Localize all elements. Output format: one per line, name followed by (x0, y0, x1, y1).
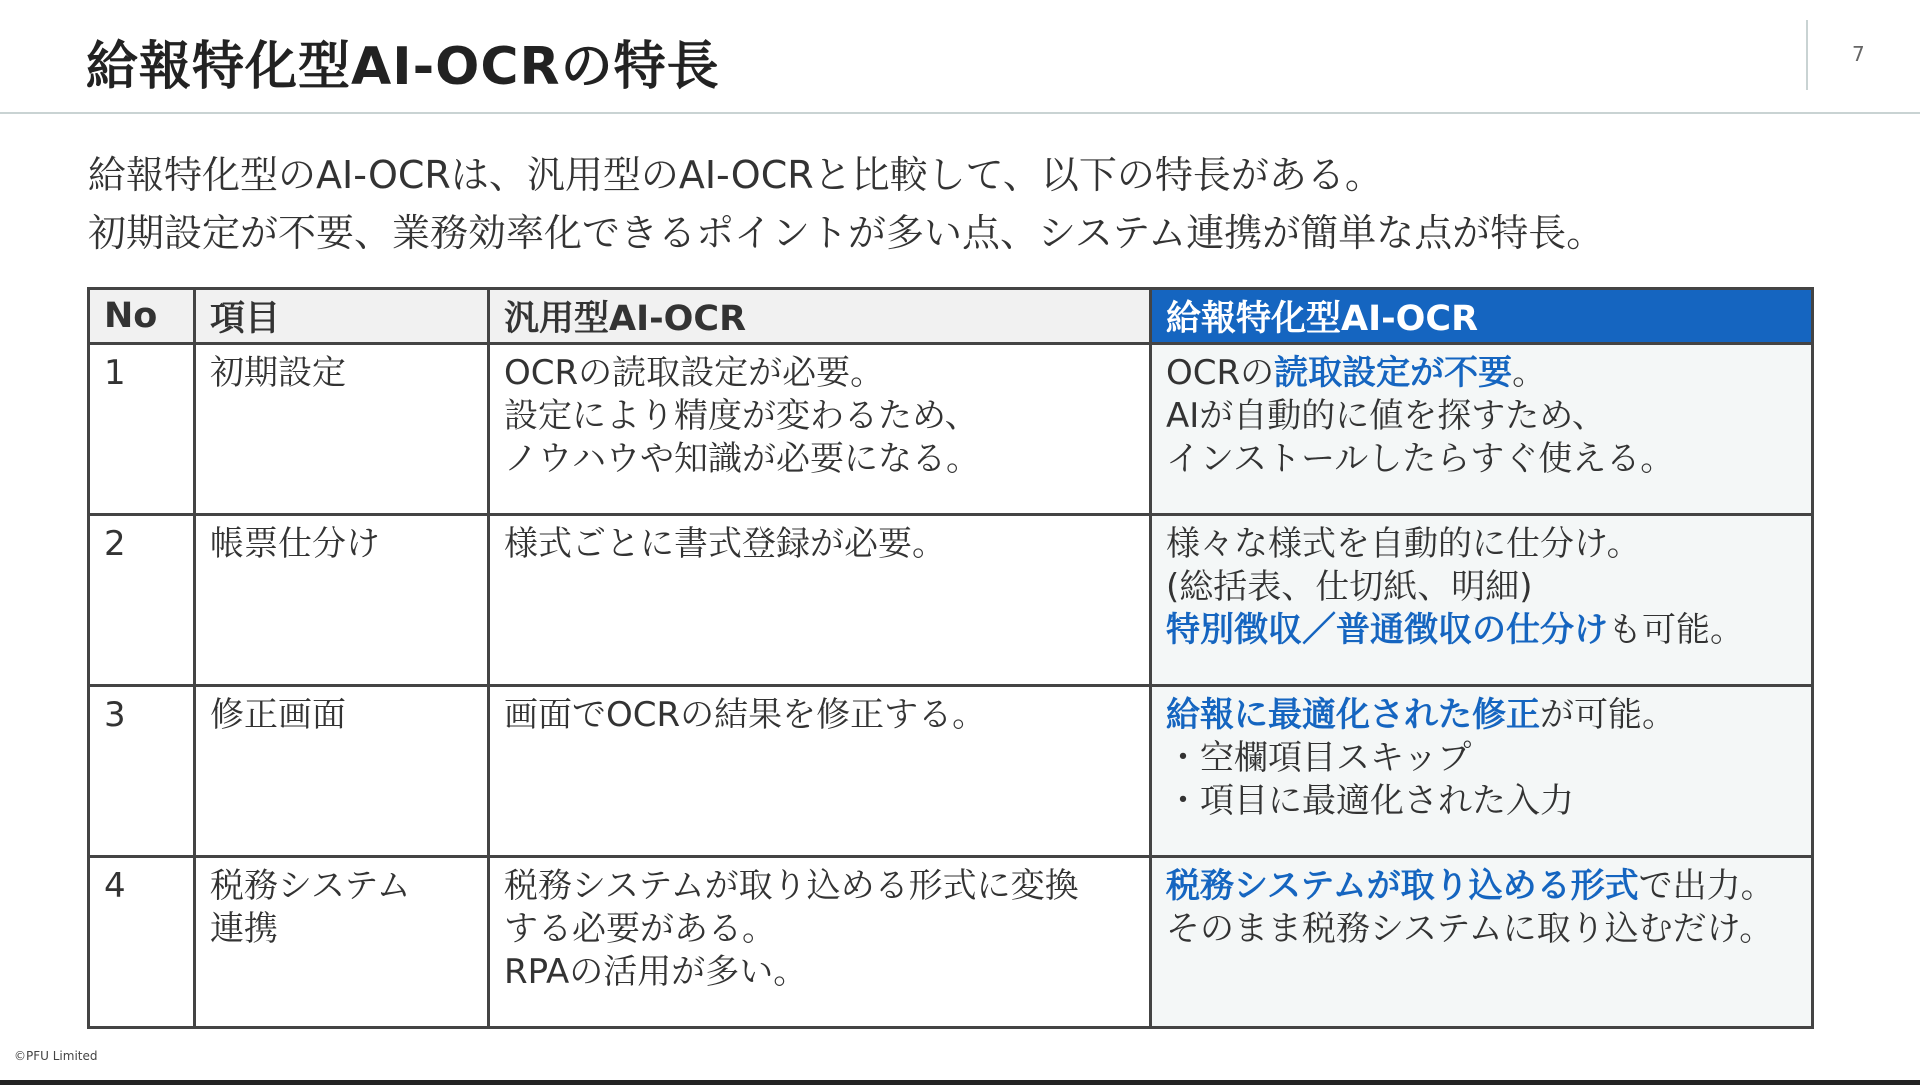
cell-text-line: OCRの読取設定が不要。 (1166, 353, 1547, 393)
emphasis-text: 給報に最適化された修正 (1166, 695, 1540, 735)
table-row (89, 344, 1813, 515)
cell-text-line: 様式ごとに書式登録が必要。 (504, 524, 946, 564)
emphasis-text: 税務システムが取り込める形式 (1166, 866, 1639, 906)
table-header-row (89, 289, 1813, 344)
bottom-border (0, 1080, 1920, 1085)
cell-specialized (1151, 515, 1813, 686)
cell-text-line: 税務システムが取り込める形式で出力。 (1166, 866, 1775, 906)
emphasis-text: 読取設定が不要 (1274, 353, 1513, 393)
cell-no: 1 (89, 344, 195, 515)
cell-text-line: ・空欄項目スキップ (1166, 738, 1472, 778)
cell-specialized (1151, 344, 1813, 515)
cell-no: 3 (89, 686, 195, 857)
cell-text-line: 特別徴収／普通徴収の仕分けも可能。 (1166, 610, 1744, 650)
slide-title: 給報特化型AI-OCRの特長 (86, 37, 720, 97)
title-divider (0, 112, 1920, 114)
table-row (89, 857, 1813, 1028)
lead-line-1: 給報特化型のAI-OCRは、汎用型のAI-OCRと比較して、以下の特長がある。 (88, 153, 1383, 197)
cell-general (489, 515, 1151, 686)
header-no: No (89, 289, 195, 344)
cell-text-line: 税務システム (210, 866, 411, 906)
cell-text-line: する必要がある。 (504, 909, 776, 949)
cell-general (489, 344, 1151, 515)
cell-text-line: 画面でOCRの結果を修正する。 (504, 695, 987, 735)
emphasis-text: 特別徴収／普通徴収の仕分け (1166, 610, 1608, 650)
page-number-divider (1806, 20, 1808, 90)
cell-text-line: AIが自動的に値を探すため、 (1166, 396, 1606, 436)
header-general-ocr: 汎用型AI-OCR (489, 289, 1151, 344)
header-specialized-ocr: 給報特化型AI-OCR (1151, 289, 1813, 344)
table-row (89, 686, 1813, 857)
cell-specialized (1151, 686, 1813, 857)
page-number: 7 (1852, 42, 1865, 66)
cell-no: 4 (89, 857, 195, 1028)
cell-text-line: 初期設定 (210, 353, 346, 393)
cell-item (195, 686, 489, 857)
cell-general (489, 857, 1151, 1028)
comparison-table (87, 287, 1814, 1029)
cell-no: 2 (89, 515, 195, 686)
cell-item (195, 515, 489, 686)
cell-text-line: 修正画面 (210, 695, 346, 735)
cell-text-line: ノウハウや知識が必要になる。 (504, 439, 980, 479)
cell-text-line: 税務システムが取り込める形式に変換 (504, 866, 1079, 906)
cell-text-line: そのまま税務システムに取り込むだけ。 (1166, 909, 1774, 949)
cell-text-line: (総括表、仕切紙、明細) (1166, 567, 1533, 607)
cell-text-line: ・項目に最適化された入力 (1166, 781, 1574, 821)
cell-general (489, 686, 1151, 857)
cell-text-line: 給報に最適化された修正が可能。 (1166, 695, 1676, 735)
cell-text-line: 設定により精度が変わるため、 (504, 396, 979, 436)
cell-text-line: 様々な様式を自動的に仕分け。 (1166, 524, 1641, 564)
cell-specialized (1151, 857, 1813, 1028)
cell-text-line: 帳票仕分け (210, 524, 380, 564)
lead-line-2: 初期設定が不要、業務効率化できるポイントが多い点、システム連携が簡単な点が特長。 (88, 211, 1605, 255)
cell-item (195, 344, 489, 515)
header-item: 項目 (195, 289, 489, 344)
cell-text-line: インストールしたらすぐ使える。 (1166, 439, 1675, 479)
copyright: ©PFU Limited (14, 1049, 98, 1063)
cell-text-line: RPAの活用が多い。 (504, 952, 808, 992)
cell-item (195, 857, 489, 1028)
cell-text-line: 連携 (210, 909, 278, 949)
table-row (89, 515, 1813, 686)
cell-text-line: OCRの読取設定が必要。 (504, 353, 885, 393)
lead-text (88, 146, 1604, 262)
